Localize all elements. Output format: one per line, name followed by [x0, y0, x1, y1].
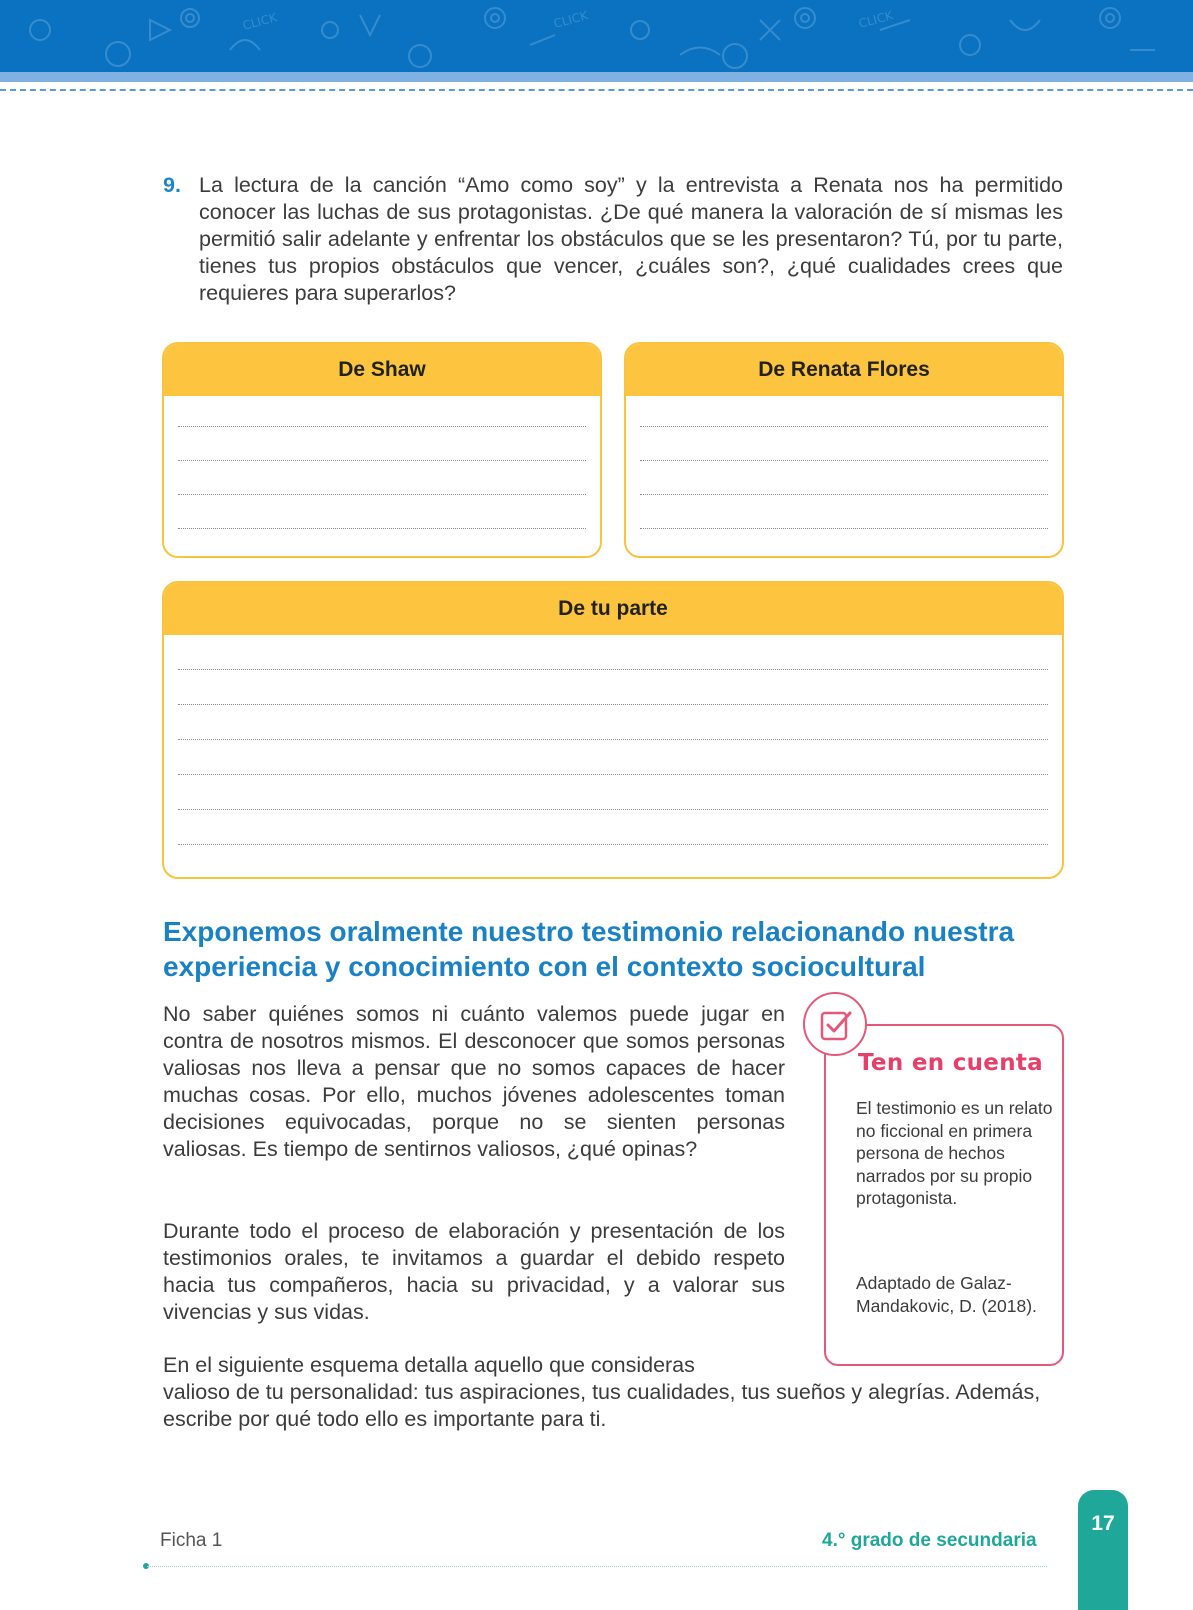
paragraph-1: No saber quiénes somos ni cuánto valemos puede jugar en contra de nosotros mismos. El desconocer que somos personas valiosas nos lleva a pensar que no somos capaces de hacer muchas cosas. Por ello, muchos jóvenes adolescentes toman decisiones equivocadas, porque no se sienten personas valiosas. Es tiempo de sentirnos valiosos, ¿qué opinas? [163, 1002, 785, 1161]
tip-text: El testimonio es un relato no ficcional en primera persona de hechos narrados por su propio protagonista. [856, 1098, 1053, 1208]
answer-line[interactable] [178, 739, 1048, 740]
answer-line[interactable] [178, 426, 586, 427]
answer-box-renata [624, 342, 1064, 558]
box-title-tu-parte: De tu parte [164, 583, 1062, 635]
box-title-shaw: De Shaw [164, 344, 600, 396]
header-dashed-line [0, 89, 1193, 91]
svg-text:CLICK: CLICK [552, 8, 590, 31]
answer-line[interactable] [178, 844, 1048, 845]
answer-line[interactable] [178, 528, 586, 529]
svg-text:CLICK: CLICK [241, 10, 279, 33]
page-number: 17 [1091, 1512, 1115, 1535]
paragraph-3-line-1: En el siguiente esquema detalla aquello que consideras [163, 1353, 695, 1377]
paragraph-2: Durante todo el proceso de elaboración y presentación de los testimonios orales, te invitamos a guardar el debido respeto hacia tus compañeros, hacia su privacidad, y a valorar sus vivencias y sus vidas. [163, 1219, 785, 1324]
footer-dotted-line [147, 1566, 1047, 1567]
tip-title: Ten en cuenta [858, 1050, 1043, 1076]
paragraph-3-rest: valioso de tu personalidad: tus aspiraciones, tus cualidades, tus sueños y alegrías. Además, escribe por qué todo ello es importante para ti. [163, 1380, 1041, 1431]
doodle-pattern [0, 0, 1193, 72]
checklist-icon [803, 992, 867, 1056]
answer-line[interactable] [640, 528, 1048, 529]
question-number: 9. [163, 173, 181, 197]
header-banner [0, 0, 1193, 72]
answer-line[interactable] [640, 460, 1048, 461]
answer-line[interactable] [640, 494, 1048, 495]
header-stripe [0, 72, 1193, 82]
answer-line[interactable] [178, 494, 586, 495]
page-number-tab [1078, 1490, 1128, 1610]
answer-line[interactable] [178, 774, 1048, 775]
box-title-renata: De Renata Flores [626, 344, 1062, 396]
footer-ficha: Ficha 1 [160, 1530, 223, 1551]
footer-grade: 4.° grado de secundaria [822, 1530, 1037, 1551]
svg-text:CLICK: CLICK [857, 8, 895, 31]
tip-source: Adaptado de Galaz-Mandakovic, D. (2018). [856, 1273, 1037, 1316]
answer-box-tu-parte [162, 581, 1064, 879]
answer-line[interactable] [178, 669, 1048, 670]
question-9 [163, 172, 1063, 307]
section-title: Exponemos oralmente nuestro testimonio relacionando nuestra experiencia y conocimiento con el contexto sociocultural [163, 916, 1015, 982]
answer-line[interactable] [178, 460, 586, 461]
answer-box-shaw [162, 342, 602, 558]
question-text: La lectura de la canción “Amo como soy” y la entrevista a Renata nos ha permitido conocer las luchas de sus protagonistas. ¿De qué manera la valoración de sí mismas les permitió salir adelante y enfrentar los obstáculos que se les presentaron? Tú, por tu parte, tienes tus propios obstáculos que vencer, ¿cuáles son?, ¿qué cualidades crees que requieres para superarlos? [199, 173, 1063, 305]
answer-line[interactable] [640, 426, 1048, 427]
answer-line[interactable] [178, 809, 1048, 810]
answer-line[interactable] [178, 704, 1048, 705]
